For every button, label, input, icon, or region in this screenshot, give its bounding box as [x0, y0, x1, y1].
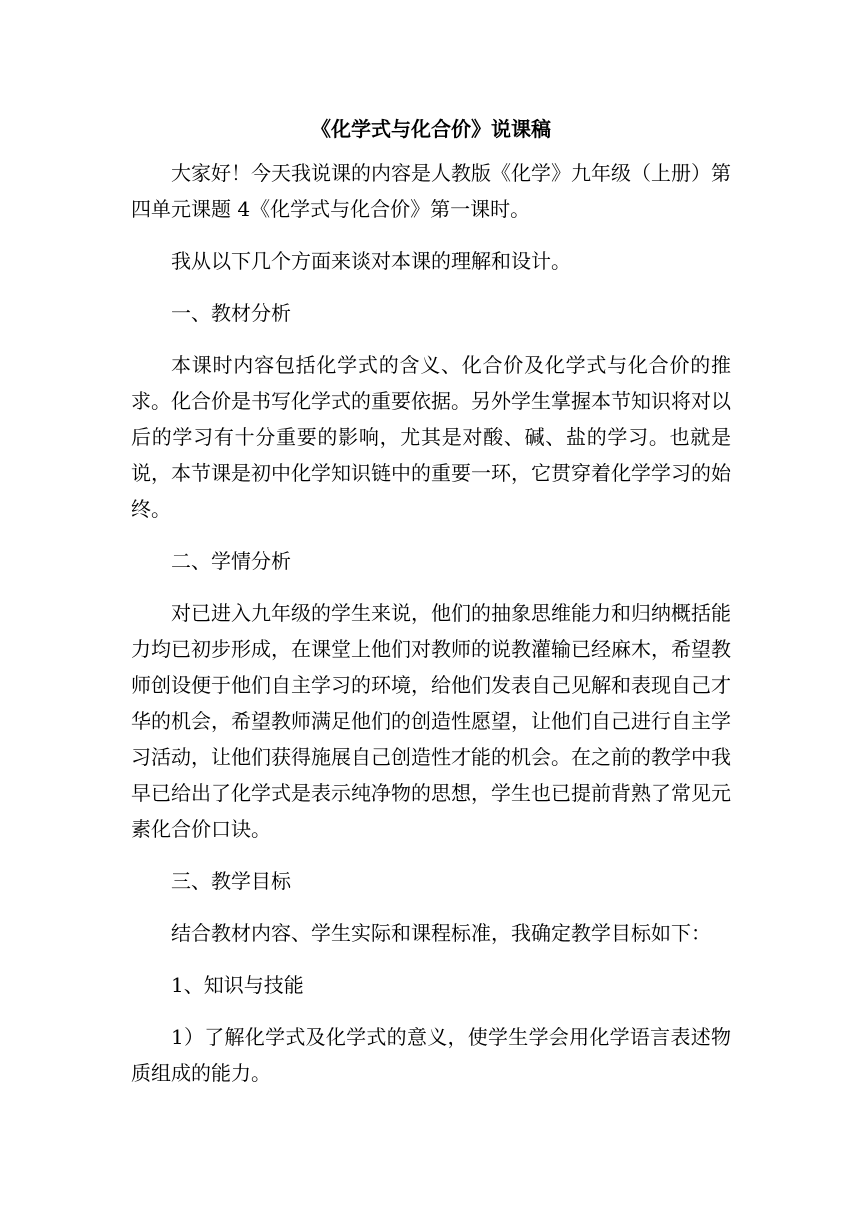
overview-paragraph: 我从以下几个方面来谈对本课的理解和设计。	[171, 249, 571, 273]
section-heading-textbook-analysis: 一、教材分析	[171, 301, 291, 325]
teaching-goals-paragraph: 结合教材内容、学生实际和课程标准，我确定教学目标如下：	[171, 921, 711, 945]
section-heading-teaching-goals: 三、教学目标	[171, 869, 291, 893]
intro-paragraph: 大家好！今天我说课的内容是人教版《化学》九年级（上册）第四单元课题 4《化学式与化合价》第一课时。	[131, 161, 731, 221]
section-heading-student-analysis: 二、学情分析	[171, 549, 291, 573]
document-body	[131, 111, 731, 1107]
document-title: 《化学式与化合价》说课稿	[311, 117, 551, 141]
knowledge-skills-item-1: 1）了解化学式及化学式的意义，使学生学会用化学语言表述物质组成的能力。	[131, 1025, 731, 1085]
student-analysis-paragraph: 对已进入九年级的学生来说，他们的抽象思维能力和归纳概括能力均已初步形成，在课堂上他们对教师的说教灌输已经麻木，希望教师创设便于他们自主学习的环境，给他们发表自己见解和表现自己才华的机会，希望教师满足他们的创造性愿望，让他们自己进行自主学习活动，让他们获得施展自己创造性才能的机会。在之前的教学中我早已给出了化学式是表示纯净物的思想，学生也已提前背熟了常见元素化合价口诀。	[131, 601, 731, 841]
textbook-analysis-paragraph: 本课时内容包括化学式的含义、化合价及化学式与化合价的推求。化合价是书写化学式的重要依据。另外学生掌握本节知识将对以后的学习有十分重要的影响，尤其是对酸、碱、盐的学习。也就是说，本节课是初中化学知识链中的重要一环，它贯穿着化学学习的始终。	[131, 353, 731, 521]
subsection-heading-knowledge-skills: 1、知识与技能	[171, 973, 304, 997]
